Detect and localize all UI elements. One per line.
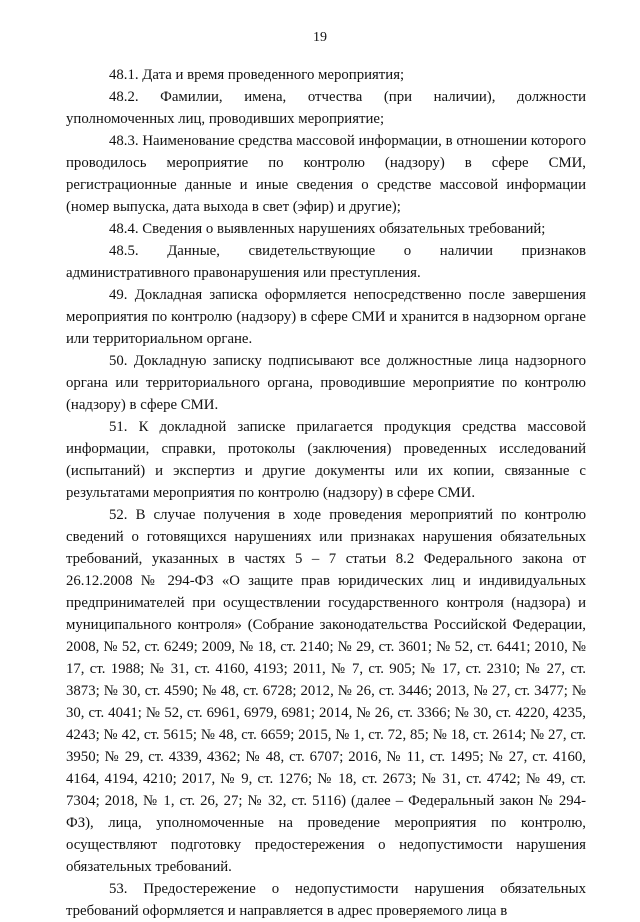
paragraph-52: 52. В случае получения в ходе проведения мероприятий по контролю сведений о готовящихся нарушениях или признаках нарушения обязательных требований, указанных в частях 5 – 7 статьи 8.2 Федерального закона от 26.12.2008 № 294-ФЗ «О защите прав юридических лиц и индивидуальных предпринимателей при осуществлении государственного контроля (надзора) и муниципального контроля» (Собрание законодательства Российской Федерации, 2008, № 52, ст. 6249; 2009, № 18, ст. 2140; № 29, ст. 3601; № 52, ст. 6441; 2010, № 17, ст. 1988; № 31, ст. 4160, 4193; 2011, № 7, ст. 905; № 17, ст. 2310; № 27, ст. 3873; № 30, ст. 4590; № 48, ст. 6728; 2012, № 26, ст. 3446; 2013, № 27, ст. 3477; № 30, ст. 4041; № 52, ст. 6961, 6979, 6981; 2014, № 26, ст. 3366; № 30, ст. 4220, 4235, 4243; № 42, ст. 5615; № 48, ст. 6659; 2015, № 1, ст. 72, 85; № 18, ст. 2614; № 27, ст. 3950; № 29, ст. 4339, 4362; № 48, ст. 6707; 2016, № 11, ст. 1495; № 27, ст. 4160, 4164, 4194, 4210; 2017, № 9, ст. 1276; № 18, ст. 2673; № 31, ст. 4742; № 49, ст. 7304; 2018, № 1, ст. 26, 27; № 32, ст. 5116) (далее – Федеральный закон № 294-ФЗ), лица, уполномоченные на проведение мероприятия по контролю, осуществляют подготовку предостережения о недопустимости нарушения обязательных требований. [66,507,586,875]
page-number: 19 [313,30,327,45]
paragraph-48-3: 48.3. Наименование средства массовой информации, в отношении которого проводилось мероприятие по контролю (надзору) в сфере СМИ, регистрационные данные и иные сведения о средстве массовой информации (номер выпуска, дата выхода в свет (эфир) и другие); [66,133,586,215]
document-body [66,64,586,922]
paragraph-48-5: 48.5. Данные, свидетельствующие о наличии признаков административного правонарушения или преступления. [66,243,586,281]
paragraph-48-2: 48.2. Фамилии, имена, отчества (при наличии), должности уполномоченных лиц, проводивших мероприятие; [66,89,586,127]
paragraph-51: 51. К докладной записке прилагается продукция средства массовой информации, справки, протоколы (заключения) проведенных исследований (испытаний) и экспертиз и другие документы или их копии, связанные с результатами мероприятия по контролю (надзору) в сфере СМИ. [66,419,586,501]
paragraph-48-4: 48.4. Сведения о выявленных нарушениях обязательных требований; [109,221,546,237]
paragraph-50: 50. Докладную записку подписывают все должностные лица надзорного органа или территориального органа, проводившие мероприятие по контролю (надзору) в сфере СМИ. [66,353,586,413]
paragraph-49: 49. Докладная записка оформляется непосредственно после завершения мероприятия по контролю (надзору) в сфере СМИ и хранится в надзорном органе или территориальном органе. [66,287,586,347]
paragraph-48-1: 48.1. Дата и время проведенного мероприятия; [109,67,405,83]
paragraph-53: 53. Предостережение о недопустимости нарушения обязательных требований оформляется и направляется в адрес проверяемого лица в [66,881,586,919]
